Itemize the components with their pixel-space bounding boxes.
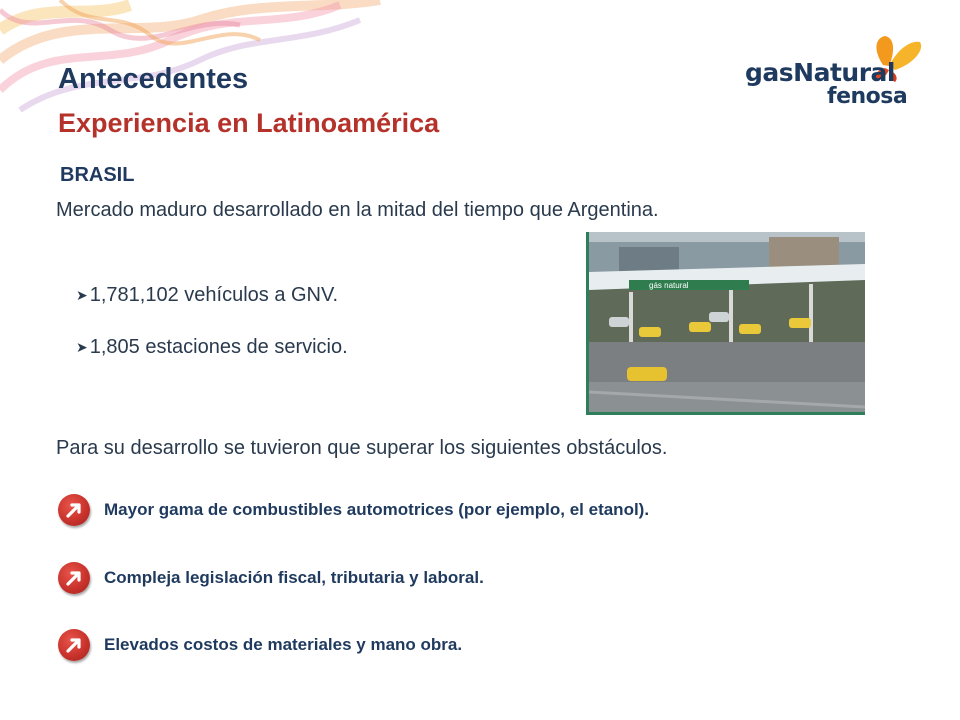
stat-text: 1,805 estaciones de servicio. [89,336,348,358]
arrow-bullet-icon: ➤ [76,287,88,303]
page-title: Antecedentes [58,63,249,95]
decorative-swirl [0,0,420,120]
red-arrow-bullet-icon [58,562,90,594]
country-heading: BRASIL [60,164,135,186]
stat-item-stations [76,336,348,359]
obstacle-item [58,629,462,661]
obstacle-text: Elevados costos de materiales y mano obra. [104,635,463,654]
red-arrow-bullet-icon [58,629,90,661]
obstacle-item [58,494,649,526]
arrow-bullet-icon: ➤ [76,339,88,355]
logo-text-gasnatural: gasNatural [745,58,895,87]
intro-text: Mercado maduro desarrollado en la mitad del tiempo que Argentina. [56,199,659,221]
obstacle-text: Compleja legislación fiscal, tributaria y laboral. [104,568,484,587]
photo-sign-text: gás natural [649,281,689,290]
stat-text: 1,781,102 vehículos a GNV. [89,284,339,306]
stat-item-vehicles [76,284,338,307]
obstacles-intro-text: Para su desarrollo se tuvieron que superar los siguientes obstáculos. [56,437,668,459]
red-arrow-bullet-icon [58,494,90,526]
gas-station-photo [586,232,865,415]
logo-text-fenosa: fenosa [827,84,908,109]
obstacle-text: Mayor gama de combustibles automotrices (por ejemplo, el etanol). [104,500,650,519]
page-subtitle: Experiencia en Latinoamérica [58,108,440,138]
obstacle-item [58,562,484,594]
